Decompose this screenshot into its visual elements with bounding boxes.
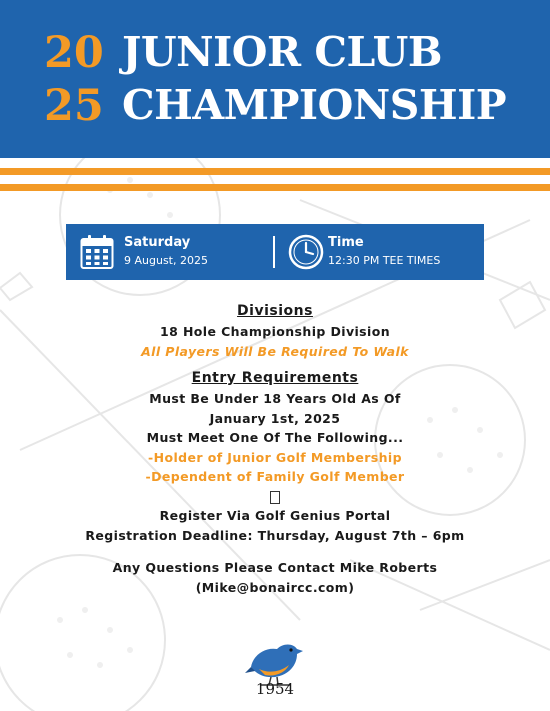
- clock-icon: [288, 234, 324, 270]
- entry-option-membership: -Holder of Junior Golf Membership: [148, 449, 402, 465]
- date-value: 9 August, 2025: [124, 254, 208, 267]
- entry-date-line: January 1st, 2025: [209, 410, 341, 426]
- day-label: Saturday: [124, 235, 191, 250]
- info-divider: [273, 236, 275, 268]
- header-banner: [0, 0, 550, 158]
- stripe-top: [0, 168, 550, 175]
- time-label: Time: [328, 235, 364, 250]
- year-top: 20: [44, 28, 104, 78]
- register-line: Register Via Golf Genius Portal: [159, 508, 391, 523]
- event-details: [0, 300, 550, 597]
- stripe-bottom: [0, 184, 550, 191]
- contact-email[interactable]: (Mike@bonaircc.com): [195, 579, 355, 595]
- division-line: 18 Hole Championship Division: [160, 324, 390, 339]
- logo-year: 1954: [255, 680, 295, 698]
- entry-condition-line: Must Meet One Of The Following...: [146, 430, 404, 445]
- calendar-icon: [80, 234, 114, 270]
- entry-age-line: Must Be Under 18 Years Old As Of: [149, 391, 401, 406]
- time-value: 12:30 PM TEE TIMES: [328, 254, 441, 267]
- event-info-bar: [66, 224, 484, 280]
- title-line1: JUNIOR CLUB: [122, 28, 442, 76]
- entry-heading: Entry Requirements: [191, 370, 359, 386]
- walk-requirement: All Players Will Be Required To Walk: [141, 343, 409, 359]
- divisions-heading: Divisions: [237, 303, 313, 319]
- placeholder-glyph: [0, 487, 550, 507]
- year-bottom: 25: [44, 81, 104, 131]
- title-line2: CHAMPIONSHIP: [122, 81, 507, 129]
- deadline-line: Registration Deadline: Thursday, August 7th – 6pm: [85, 527, 465, 543]
- entry-option-family: -Dependent of Family Golf Member: [145, 469, 405, 484]
- contact-line: Any Questions Please Contact Mike Roberts: [112, 560, 438, 575]
